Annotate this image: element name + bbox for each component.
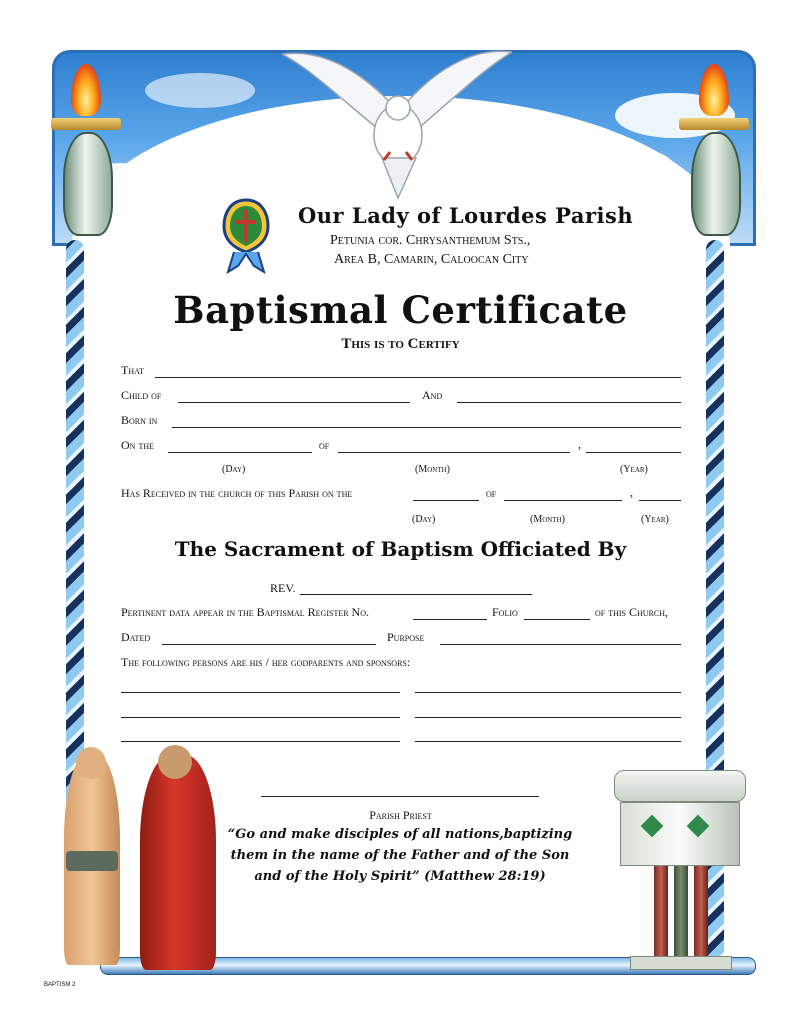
parish-address-line2: Area B, Camarin, Caloocan City [334,252,529,267]
field-folio[interactable] [524,619,590,620]
label-received: Has Received in the church of this Parish on the [121,486,353,500]
field-godparent[interactable] [121,741,400,742]
label-parish-priest: Parish Priest [369,808,432,822]
field-child-name[interactable] [155,377,681,378]
field-godparent[interactable] [121,692,400,693]
certificate-subtitle: This is to Certify [341,336,460,352]
label-of-church: of this Church, [595,605,669,619]
field-birth-year[interactable] [586,452,681,453]
label-born-in: Born in [121,413,158,427]
head [76,747,106,779]
font-column [694,866,708,958]
baptismal-font-icon [610,770,750,970]
flame-icon [71,64,101,116]
quote-line: and of the Holy Spirit” (Matthew 28:19) [254,869,546,884]
label-godparents: The following persons are his / her godparents and sponsors: [121,655,411,669]
head [158,745,192,779]
font-column [654,866,668,958]
label-on-the: On the [121,438,154,452]
quote-line: them in the name of the Father and of the Son [230,848,570,863]
caption-year: (Year) [620,464,648,475]
baptism-of-christ-illustration [54,755,224,975]
field-birth-month[interactable] [338,452,570,453]
label-of2: of [486,486,497,500]
form-code: BAPTISM 2 [44,982,76,988]
urn [691,132,741,236]
dove-icon [282,40,512,200]
caption-month2: (Month) [530,514,565,525]
label-comma2: , [630,485,633,499]
label-purpose: Purpose [387,630,425,644]
label-rev: REV. [270,581,296,595]
torch-cap [679,118,749,130]
caption-year2: (Year) [641,514,669,525]
field-dated[interactable] [162,644,376,645]
field-mother[interactable] [457,402,681,403]
field-register-no[interactable] [413,619,487,620]
field-godparent[interactable] [415,692,681,693]
signature-line[interactable] [261,796,539,797]
torch-icon [679,64,749,236]
caption-month: (Month) [415,464,450,475]
scripture-quote [200,824,600,887]
urn [63,132,113,236]
field-baptism-month[interactable] [504,500,622,501]
label-pertinent: Pertinent data appear in the Baptismal Register No. [121,605,369,619]
font-lid [614,770,746,802]
font-base [630,956,732,970]
certificate-title: Baptismal Certificate [173,288,628,332]
label-of: of [319,438,330,452]
cloud [145,73,255,108]
caption-day: (Day) [222,464,246,475]
caption-day2: (Day) [412,514,436,525]
sacrament-heading: The Sacrament of Baptism Officiated By [174,537,627,561]
label-child-of: Child of [121,388,162,402]
field-baptism-year[interactable] [639,500,681,501]
label-comma: , [578,437,581,451]
font-column [674,866,688,958]
torch-cap [51,118,121,130]
flame-icon [699,64,729,116]
field-godparent[interactable] [415,717,681,718]
field-godparent[interactable] [121,717,400,718]
field-father[interactable] [178,402,410,403]
torch-icon [51,64,121,236]
label-and: And [422,388,443,402]
quote-line: “Go and make disciples of all nations,baptizing [227,827,573,842]
field-baptism-day[interactable] [413,500,479,501]
label-that: That [121,363,144,377]
lourdes-emblem-icon [220,196,272,276]
loincloth [66,851,118,871]
field-birthplace[interactable] [172,427,681,428]
parish-name: Our Lady of Lourdes Parish [298,203,634,228]
label-folio: Folio [492,605,518,619]
field-birth-day[interactable] [168,452,312,453]
label-dated: Dated [121,630,151,644]
field-purpose[interactable] [440,644,681,645]
field-godparent[interactable] [415,741,681,742]
field-officiant[interactable] [300,594,532,595]
parish-address-line1: Petunia cor. Chrysanthemum Sts., [330,233,531,248]
